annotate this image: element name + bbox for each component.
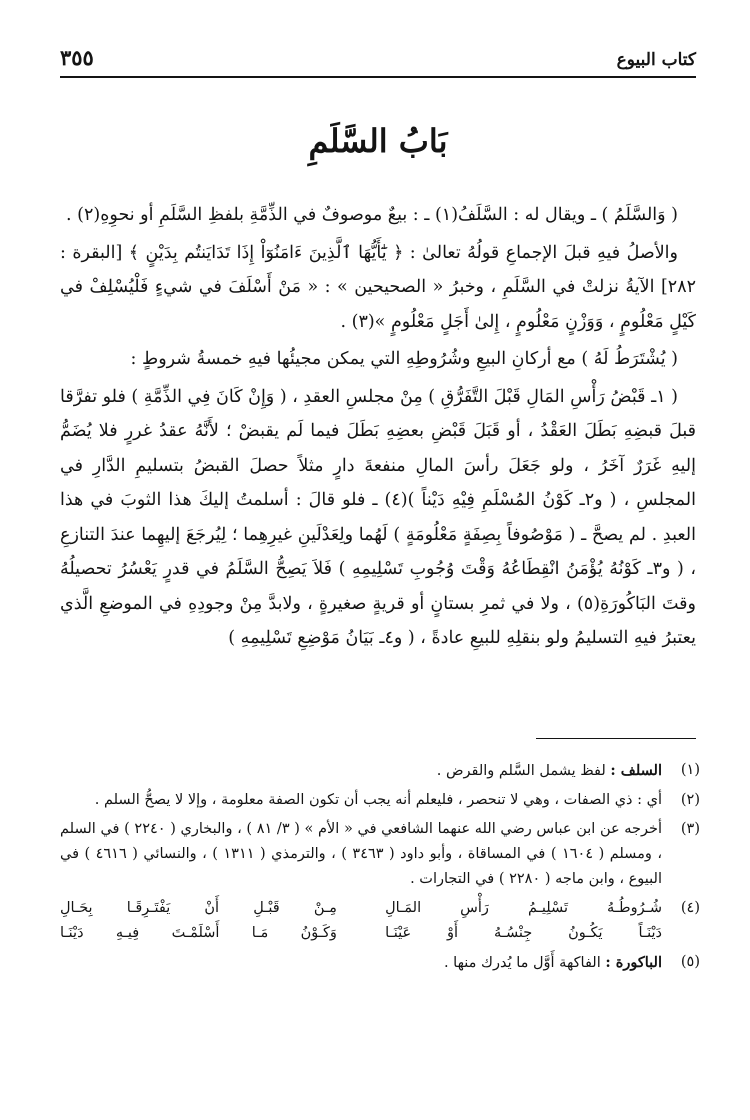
footnote-3	[60, 817, 700, 892]
footnote-term: السلف :	[610, 762, 662, 779]
footnote-number: (١)	[680, 762, 700, 778]
footnote-number: (٤)	[680, 900, 700, 916]
header-rule	[60, 76, 696, 78]
page-number: ٣٥٥	[60, 45, 94, 70]
poem-verse	[60, 921, 662, 946]
verse-hemistich-second: مِـنْ قَبْـلِ أَنْ يَفْتَـرِقَـا بِحَـالِ	[60, 900, 337, 916]
paragraph-definition: ( وَالسَّلَمُ ) ـ ويقال له : السَّلَفُ(١) ـ : بيعٌ موصوفٌ في الذِّمَّةِ بلفظِ السَّلَمِ أو نحوِهِ(٢) .	[66, 205, 678, 225]
chapter-title: بَابُ السَّلَمِ	[308, 122, 448, 160]
footnote-number: (٥)	[680, 954, 700, 970]
verse-hemistich-first: شُـرُوطُـهُ تَسْلِيـمُ رَأْسِ المَـالِ	[385, 900, 662, 916]
footnote-text: الفاكهة أَوَّل ما يُدرك منها .	[443, 955, 606, 971]
footnote-number: (٢)	[680, 792, 700, 808]
footnote-separator	[536, 738, 696, 739]
footnote-text: أي : ذي الصفات ، وهي لا تنحصر ، فليعلم أنه يجب أن تكون الصفة معلومة ، وإلا لا يصحُّ السلم .	[94, 792, 662, 808]
footnote-number: (٣)	[680, 821, 700, 837]
footnote-term: الباكورة :	[605, 954, 662, 971]
paragraph-conditions: ( ١ـ قَبْضُ رَأْسِ المَالِ قَبْلَ التَّفَرُّقِ ) مِنْ مجلسِ العقدِ ، ( وَإِنْ كَانَ فِي الذِّمَّةِ ) فلو تفرَّقا قبلَ قبضِهِ بَطَلَ العَقْدُ ، أو قَبَلَ قَبْضِ بعضِهِ بَطَلَ فيما لَم يقبضْ ؛ لأَنَّهُ عقدُ غررٍ فلا يُضَمُّ إليهِ غَرَرٌ آخَرُ ، ولو جَعَلَ رأسَ المالِ منفعةَ دارٍ مثلاً حصلَ القبضُ بتسليمِ الدَّارِ في المجلسِ ، ( و٢ـ كَوْنُ المُسْلَمِ فِيْهِ دَيْناً )(٤) ـ فلو قالَ : أسلمتُ إليكَ هذا الثوبَ في هذا العبدِ . لم يصحَّ ـ ( مَوْصُوفاً بِصِفَةٍ مَعْلُومَةٍ ) لَهُما ولِعَدْلَينِ غيرِهِما ؛ لِيُرجَعَ إليهِما عندَ التنازعِ ، ( و٣ـ كَوْنُهُ يُؤْمَنُ انْقِطَاعُهُ وَقْتَ وُجُوبِ تَسْلِيمِهِ ) فَلاَ يَصِحُّ السَّلَمُ في قدرٍ يَعْسُرُ تحصيلُهُ وقتَ البَاكُورَةِ(٥) ، ولا في ثمرِ بستانٍ أو قريةٍ صغيرةٍ ، ولابدَّ مِنْ وجودِهِ في الموضعِ الَّذي يعتبرُ فيهِ التسليمُ ولو بنقلِهِ للبيعِ عادةً ، ( و٤ـ بَيَانُ مَوْضِعِ تَسْلِيمِهِ )	[60, 386, 696, 648]
poem-verse	[60, 896, 662, 921]
book-title: كتاب البيوع	[616, 50, 696, 70]
footnote-text: لفظ يشمل السَّلم والقرض .	[436, 763, 611, 779]
footnote-text: أخرجه عن ابن عباس رضي الله عنهما الشافعي في « الأم » ( ٣/ ٨١ ) ، والبخاري ( ٢٢٤٠ ) في السلم ، ومسلم ( ١٦٠٤ ) في المساقاة ، وأبو داود ( ٣٤٦٣ ) ، والترمذي ( ١٣١١ ) ، والنسائي ( ٤٦١٦ ) في البيوع ، وابن ماجه ( ٢٢٨٠ ) في التجارات .	[60, 821, 662, 887]
main-text	[60, 198, 696, 659]
footnote-1	[60, 758, 700, 784]
verse-hemistich-second: وَكَـوْنُ مَـا أَسْلَمْـتَ فِيـهِ دَيْنَـا	[60, 925, 337, 941]
footnotes	[60, 758, 700, 980]
verse-hemistich-first: دَيْنَـاً يَكُـونُ جِنْسُـهُ أَوْ عَيْنَـا	[385, 925, 662, 941]
footnote-2	[60, 788, 700, 813]
paragraph-evidence: والأصلُ فيهِ قبلَ الإجماعِ قولُهُ تعالىٰ : ﴿ يَٰٓأَيُّهَا ٱلَّذِينَ ءَامَنُوٓاْ إِذَا تَدَايَنتُم بِدَيْنٍ ﴾ [البقرة : ٢٨٢] الآيةُ نزلتْ في السَّلَمِ ، وخبرُ « الصحيحين » : « مَنْ أَسْلَفَ في شيءٍ فَلْيُسْلِفْ في كَيْلٍ مَعْلُومٍ ، وَوَزْنٍ مَعْلُومٍ ، إِلىٰ أَجَلٍ مَعْلُومٍ »(٣) .	[60, 242, 696, 332]
footnote-4	[60, 896, 700, 946]
running-header	[60, 38, 696, 74]
footnote-poem	[60, 896, 662, 946]
paragraph-conditions-intro: ( يُشْتَرَطُ لَهُ ) مع أركانِ البيعِ وشُرُوطِهِ التي يمكن مجيئُها فيهِ خمسةُ شروطٍ :	[130, 349, 678, 369]
footnote-5	[60, 950, 700, 976]
